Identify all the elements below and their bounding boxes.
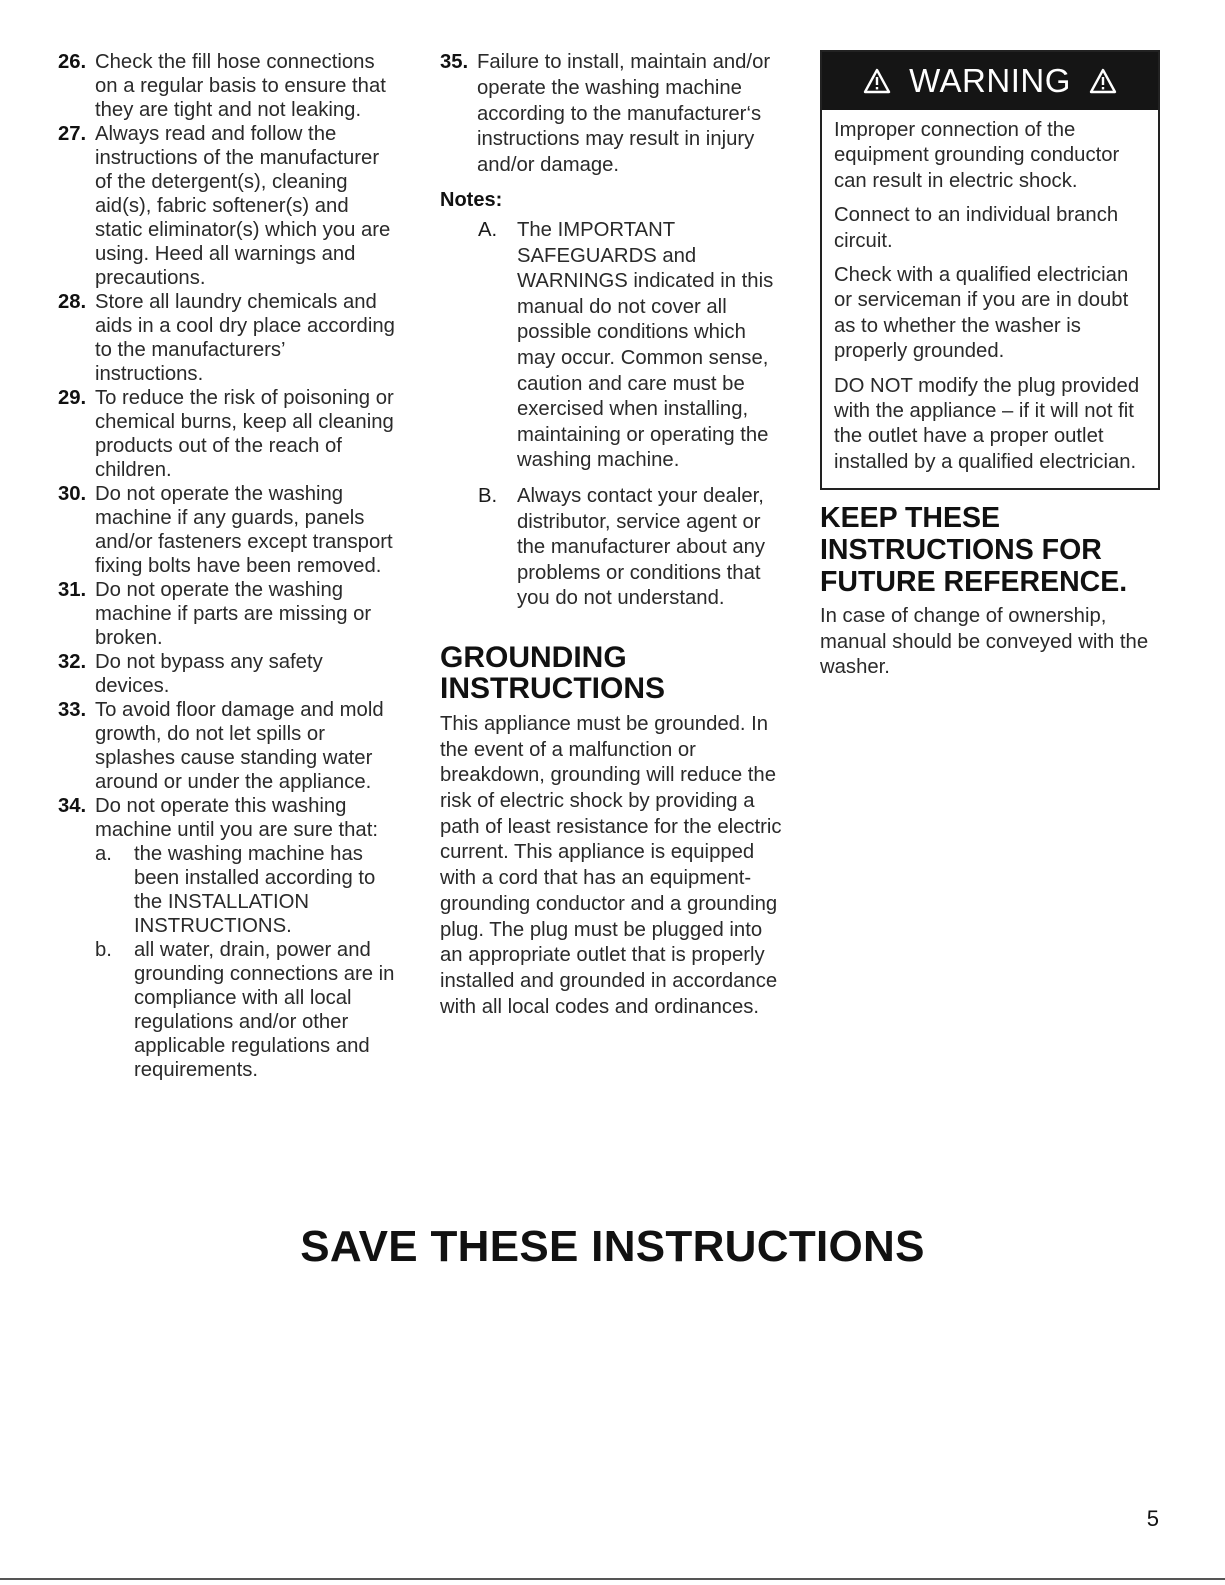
list-number: 31. [58, 579, 87, 601]
warning-box [820, 50, 1160, 490]
keep-heading-line2: INSTRUCTIONS FOR [820, 534, 1102, 567]
left-column [58, 50, 398, 1082]
sub-list-letter: b. [95, 939, 112, 961]
middle-column [440, 50, 785, 1020]
page-number: 5 [1146, 1506, 1159, 1531]
list-number: 32. [58, 651, 87, 673]
bottom-rule [0, 1578, 1225, 1580]
list-number: 34. [58, 795, 87, 817]
sub-list-text: all water, drain, power and grounding connections are in compliance with all local regulations and/or other applicable regulations and requirements. [134, 939, 395, 1081]
sub-list-item [95, 938, 398, 1082]
list-item [58, 50, 398, 122]
warning-triangle-icon [1089, 68, 1117, 94]
list-text: Do not operate the washing machine if any guards, panels and/or fasteners except transport fixing bolts have been removed. [95, 483, 393, 577]
list-text: Failure to install, maintain and/or operate the washing machine according to the manufacturer‘s instructions may result in injury and/or damage. [477, 51, 771, 177]
sub-list-text: the washing machine has been installed according to the INSTALLATION INSTRUCTIONS. [134, 843, 376, 937]
keep-body: In case of change of ownership, manual should be conveyed with the washer. [820, 605, 1149, 679]
right-column [820, 50, 1160, 681]
warning-header [822, 52, 1158, 110]
list-text: Always read and follow the instructions of the manufacturer of the detergent(s), cleaning aid(s), fabric softener(s) and static eliminator(s) which you are using. Heed all warnings and precautions. [95, 123, 391, 289]
list-number: 35. [440, 51, 469, 73]
warning-paragraph: Connect to an individual branch circuit. [834, 204, 1119, 252]
grounding-heading-line2: INSTRUCTIONS [440, 671, 665, 705]
save-instructions-title: SAVE THESE INSTRUCTIONS [300, 1222, 925, 1271]
list-item [58, 698, 398, 794]
list-number: 27. [58, 123, 87, 145]
warning-body [822, 110, 1158, 488]
sub-list-item [95, 842, 398, 938]
keep-heading-line3: FUTURE REFERENCE. [820, 566, 1128, 599]
list-text: Do not operate this washing machine until you are sure that: [95, 795, 378, 841]
safety-list [58, 50, 398, 842]
list-text: Do not bypass any safety devices. [95, 651, 323, 697]
list-number: 30. [58, 483, 87, 505]
grounding-body: This appliance must be grounded. In the event of a malfunction or breakdown, grounding will reduce the risk of electric shock by providing a path of least resistance for the electric current. This appliance is equipped with a cord that has an equipment-grounding conductor and a grounding plug. The plug must be plugged into an appropriate outlet that is properly installed and grounded in accordance with all local codes and ordinances. [440, 712, 782, 1018]
note-text: Always contact your dealer, distributor, service agent or the manufacturer about any problems or conditions that you do not understand. [517, 484, 766, 610]
list-text: Store all laundry chemicals and aids in a cool dry place according to the manufacturers’ instructions. [95, 291, 395, 385]
list-item [58, 386, 398, 482]
notes-list [440, 218, 785, 612]
warning-paragraph: Improper connection of the equipment grounding conductor can result in electric shock. [834, 119, 1120, 192]
keep-heading-line1: KEEP THESE [820, 502, 1001, 535]
list-item [58, 482, 398, 578]
grounding-heading [440, 642, 785, 704]
grounding-heading-line1: GROUNDING [440, 640, 627, 674]
note-letter: A. [478, 218, 498, 241]
list-number: 29. [58, 387, 87, 409]
note-item [478, 484, 785, 612]
list-item [58, 794, 398, 842]
note-text: The IMPORTANT SAFEGUARDS and WARNINGS indicated in this manual do not cover all possible conditions which may occur. Common sense, caution and care must be exercised when installing, maintaining or operating the washing machine. [517, 218, 774, 472]
warning-triangle-icon [863, 68, 891, 94]
list-number: 28. [58, 291, 87, 313]
keep-heading [820, 502, 1160, 598]
list-item [58, 122, 398, 290]
warning-paragraph: DO NOT modify the plug provided with the appliance – if it will not fit the outlet have a proper outlet installed by a qualified electrician. [834, 374, 1140, 473]
list-item [58, 290, 398, 386]
list-text: Do not operate the washing machine if parts are missing or broken. [95, 579, 372, 649]
warning-title: WARNING [909, 62, 1071, 99]
list-item-35 [440, 50, 785, 179]
warning-paragraph: Check with a qualified electrician or serviceman if you are in doubt as to whether the washer is properly grounded. [834, 264, 1129, 363]
list-number: 26. [58, 51, 87, 73]
note-letter: B. [478, 484, 498, 507]
note-item [478, 218, 785, 474]
list-item [58, 650, 398, 698]
safety-sublist [58, 842, 398, 1082]
list-text: To avoid floor damage and mold growth, do not let spills or splashes cause standing water around or under the appliance. [95, 699, 384, 793]
notes-heading: Notes: [440, 188, 503, 211]
list-number: 33. [58, 699, 87, 721]
list-item [58, 578, 398, 650]
sub-list-letter: a. [95, 843, 112, 865]
list-text: Check the fill hose connections on a regular basis to ensure that they are tight and not leaking. [95, 51, 386, 121]
list-text: To reduce the risk of poisoning or chemical burns, keep all cleaning products out of the reach of children. [95, 387, 394, 481]
